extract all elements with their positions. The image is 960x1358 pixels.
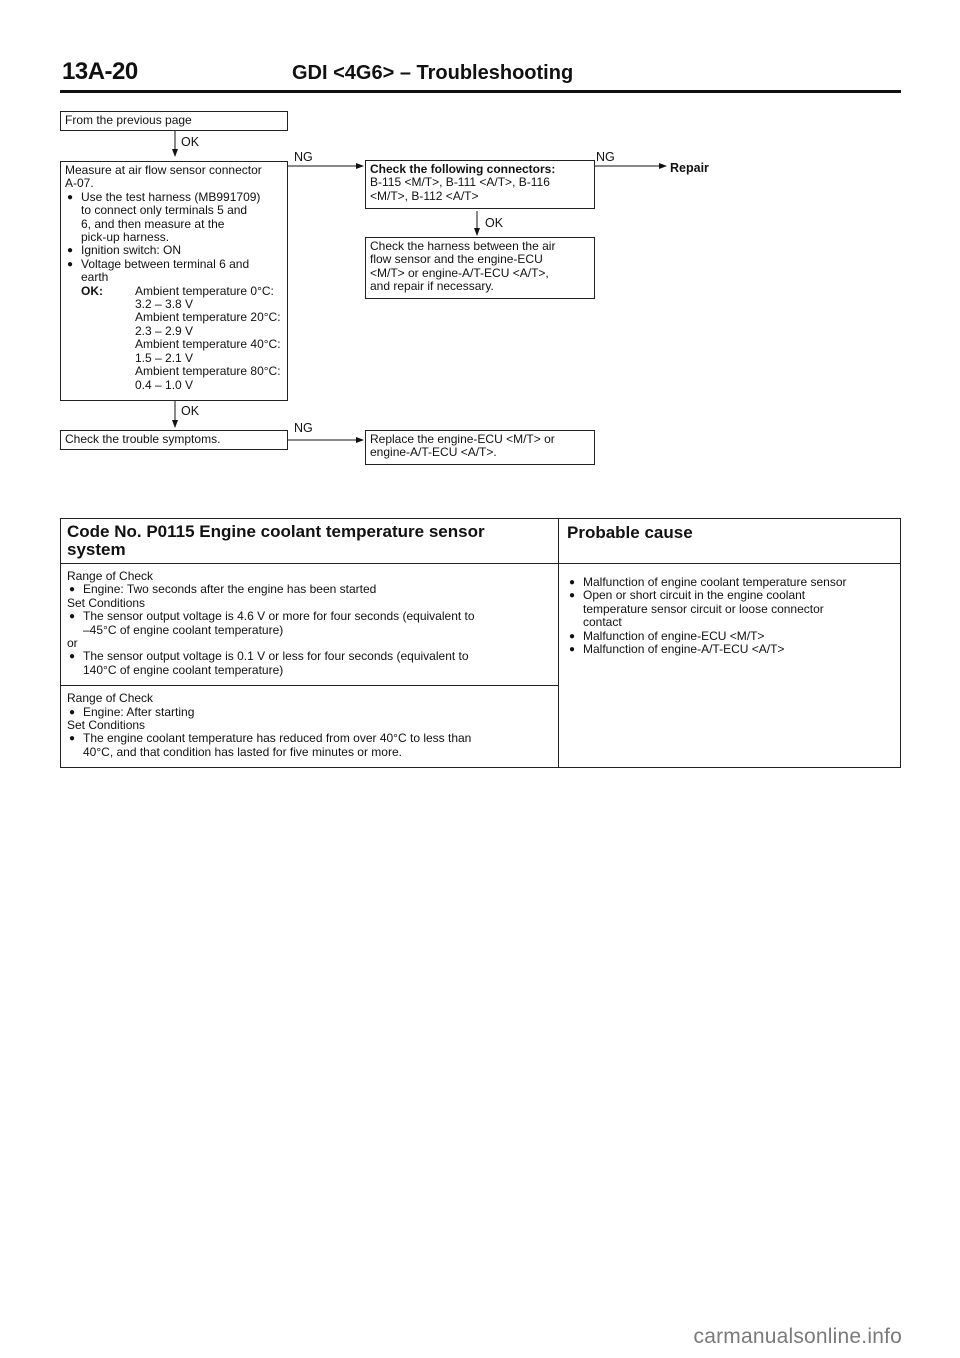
measure-bullet-3a: Voltage between terminal 6 and (81, 256, 250, 271)
cause-2b: temperature sensor circuit or loose connector (583, 601, 824, 616)
bullet-icon: ● (569, 644, 576, 656)
replace-line-2: engine-A/T-ECU <A/T>. (370, 445, 497, 460)
spec-volt-0: 3.2 – 3.8 V (135, 297, 194, 312)
replace-line-1: Replace the engine-ECU <M/T> or (370, 432, 555, 446)
probable-cause-heading: Probable cause (567, 523, 693, 542)
page-code: 13A-20 (62, 58, 138, 85)
bullet-icon: ● (67, 258, 74, 270)
set-item-3b: 40°C, and that condition has lasted for five minutes or more. (83, 744, 402, 759)
trouble-symptoms-text: Check the trouble symptoms. (65, 432, 221, 446)
repair-label: Repair (670, 161, 709, 175)
cause-1: Malfunction of engine coolant temperature sensor (583, 575, 847, 589)
measure-air-flow-sensor-box (60, 161, 288, 401)
code-title-line-2: system (67, 540, 126, 559)
code-title-line-1: Code No. P0115 Engine coolant temperature sensor (67, 522, 485, 541)
ok-label-3: OK (181, 404, 200, 418)
measure-bullet-1d: pick-up harness. (81, 230, 170, 245)
bullet-icon: ● (569, 590, 576, 602)
bullet-icon: ● (69, 706, 76, 718)
bullet-icon: ● (69, 733, 76, 745)
ng-label-3: NG (294, 421, 313, 435)
check-block-2 (61, 685, 558, 767)
probable-cause-cell (559, 564, 900, 767)
page-title: GDI <4G6> – Troubleshooting (292, 62, 574, 84)
table-header (61, 519, 900, 564)
cause-2c: contact (583, 615, 622, 630)
code-title-cell (61, 519, 559, 563)
spec-volt-20: 2.3 – 2.9 V (135, 323, 194, 338)
watermark-text: carmanualsonline.info (693, 1325, 902, 1348)
bullet-icon: ● (67, 245, 74, 257)
measure-bullet-3b: earth (81, 270, 109, 285)
set-item-1b: –45°C of engine coolant temperature) (83, 622, 284, 637)
ok-spec-label: OK: (81, 283, 103, 298)
ok-label-1: OK (181, 135, 200, 149)
measure-bullet-1b: to connect only terminals 5 and (81, 203, 248, 218)
bullet-icon: ● (67, 191, 74, 203)
measure-line-2: A-07. (65, 176, 94, 191)
from-previous-page-box (60, 111, 288, 131)
ng-label-2: NG (596, 150, 615, 164)
bullet-icon: ● (569, 577, 576, 588)
spec-volt-40: 1.5 – 2.1 V (135, 350, 194, 365)
spec-temp-80: Ambient temperature 80°C: (135, 364, 281, 379)
range-item-1: Engine: Two seconds after the engine has been started (83, 582, 377, 597)
harness-line-2: flow sensor and the engine-ECU (370, 252, 543, 267)
spec-volt-80: 0.4 – 1.0 V (135, 377, 194, 392)
connectors-line-2: B-115 <M/T>, B-111 <A/T>, B-116 (370, 175, 550, 190)
check-connectors-box (365, 160, 595, 209)
ok-label-2: OK (485, 216, 504, 230)
cause-4: Malfunction of engine-A/T-ECU <A/T> (583, 642, 785, 657)
bullet-icon: ● (69, 611, 76, 623)
ng-label-1: NG (294, 150, 313, 164)
harness-line-3: <M/T> or engine-A/T-ECU <A/T>, (370, 265, 549, 280)
spec-temp-0: Ambient temperature 0°C: (135, 283, 274, 298)
connectors-line-3: <M/T>, B-112 <A/T> (370, 188, 479, 203)
harness-line-4: and repair if necessary. (370, 279, 494, 294)
range-of-check-1: Range of Check (67, 569, 154, 583)
bullet-icon: ● (69, 584, 76, 596)
measure-bullet-1a: Use the test harness (MB991709) (81, 189, 261, 204)
range-of-check-2: Range of Check (67, 691, 154, 706)
check-harness-box (365, 237, 595, 299)
check-block-1 (61, 564, 558, 685)
check-trouble-symptoms-box (60, 430, 288, 450)
range-item-2: Engine: After starting (83, 704, 195, 719)
spec-temp-40: Ambient temperature 40°C: (135, 337, 281, 352)
code-p0115-table (60, 518, 901, 768)
cause-3: Malfunction of engine-ECU <M/T> (583, 628, 765, 643)
measure-bullet-2: Ignition switch: ON (81, 243, 182, 258)
spec-temp-20: Ambient temperature 20°C: (135, 310, 281, 325)
set-item-2b: 140°C of engine coolant temperature) (83, 662, 284, 677)
replace-ecu-box (365, 430, 595, 465)
connectors-title: Check the following connectors: (370, 162, 556, 176)
or-text: or (67, 636, 78, 651)
measure-line-1: Measure at air flow sensor connector (65, 163, 262, 177)
from-previous-page-text: From the previous page (65, 113, 192, 127)
measure-bullet-1c: 6, and then measure at the (81, 216, 225, 231)
cause-2a: Open or short circuit in the engine coolant (583, 588, 806, 603)
set-item-2a: The sensor output voltage is 0.1 V or less for four seconds (equivalent to (83, 649, 469, 664)
bullet-icon: ● (569, 630, 576, 642)
set-conditions-2: Set Conditions (67, 718, 146, 733)
set-item-3a: The engine coolant temperature has reduced from over 40°C to less than (83, 731, 472, 746)
set-conditions-1: Set Conditions (67, 595, 146, 610)
harness-line-1: Check the harness between the air (370, 239, 556, 253)
bullet-icon: ● (69, 651, 76, 663)
set-item-1a: The sensor output voltage is 4.6 V or more for four seconds (equivalent to (83, 609, 475, 624)
